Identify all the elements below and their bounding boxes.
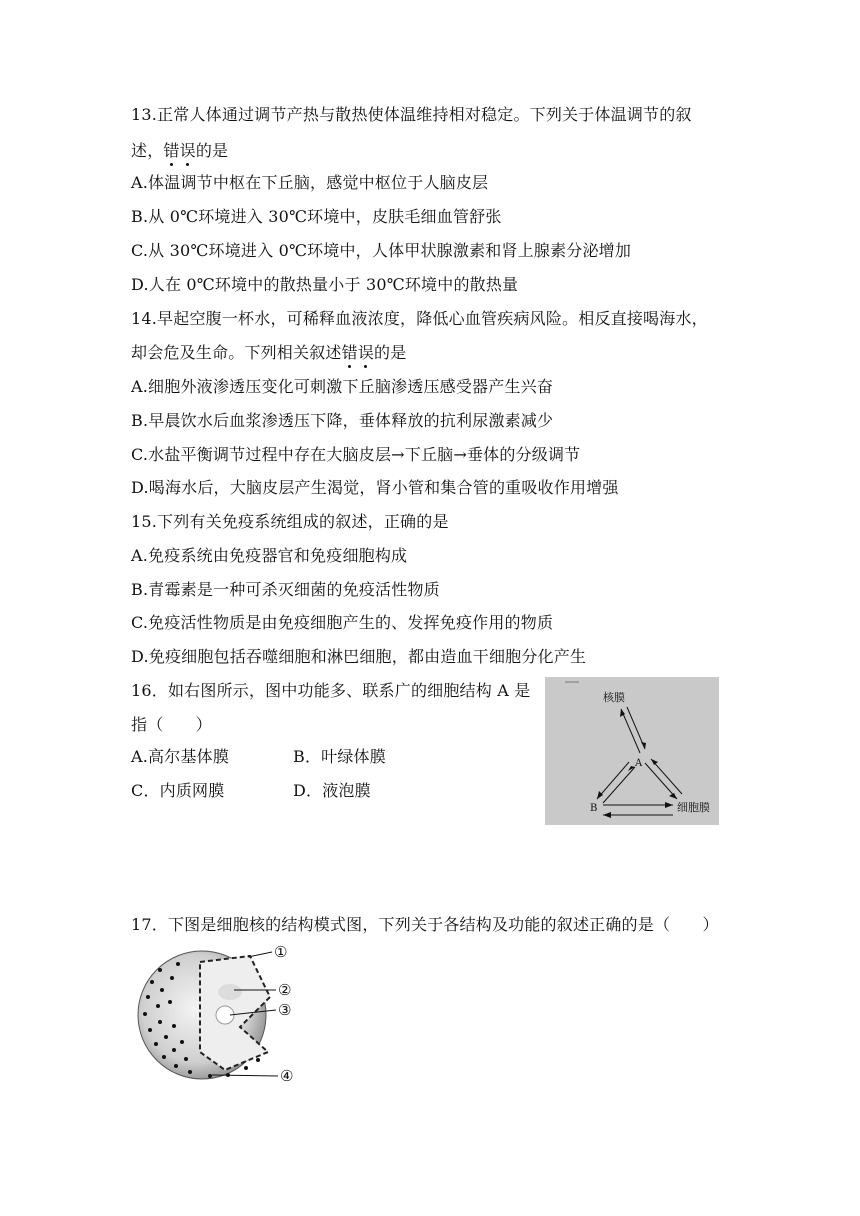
- q13-option-a: A.体温调节中枢在下丘脑，感觉中枢位于人脑皮层: [131, 173, 489, 192]
- q13-option-c: C.从 30℃环境进入 0℃环境中，人体甲状腺激素和肾上腺素分泌增加: [131, 241, 632, 260]
- q15-option-d: D.免疫细胞包括吞噬细胞和淋巴细胞，都由造血干细胞分化产生: [131, 647, 587, 666]
- q16-stem-line2: 指（ ）: [131, 715, 213, 734]
- q16-stem-line1: 16．如右图所示，图中功能多、联系广的细胞结构 A 是: [131, 681, 531, 700]
- chromatin: [218, 984, 242, 1000]
- q15-option-c: C.免疫活性物质是由免疫细胞产生的、发挥免疫作用的物质: [131, 613, 554, 632]
- q14-stem-line2: [131, 342, 406, 364]
- q17-stem: 17．下图是细胞核的结构模式图，下列关于各结构及功能的叙述正确的是（ ）: [131, 915, 719, 934]
- q15-stem: 15.下列有关免疫系统组成的叙述，正确的是: [131, 512, 449, 531]
- q13-option-b: B.从 0℃环境进入 30℃环境中，皮肤毛细血管舒张: [131, 207, 502, 226]
- label-cell-membrane: 细胞膜: [677, 801, 710, 814]
- label-4: ④: [280, 1067, 294, 1085]
- emphasis-char: 错: [341, 343, 358, 362]
- label-3: ③: [278, 1001, 292, 1019]
- q13-stem-line2: [131, 140, 228, 162]
- emphasis-char: 误: [357, 343, 375, 362]
- q14-stem-post: 的是: [374, 343, 407, 362]
- q16-option-d: D．液泡膜: [293, 781, 371, 800]
- q16-option-c: C．内质网膜: [131, 781, 225, 800]
- q15-option-a: A.免疫系统由免疫器官和免疫细胞构成: [131, 546, 408, 565]
- q14-option-c: C.水盐平衡调节过程中存在大脑皮层→下丘脑→垂体的分级调节: [131, 445, 581, 464]
- leader-1: [248, 952, 272, 957]
- emphasis-char: 错: [163, 141, 180, 160]
- q16-option-b: B．叶绿体膜: [293, 747, 386, 766]
- q14-stem-pre: 却会危及生命。下列相关叙述: [131, 343, 342, 362]
- emphasis-char: 误: [179, 141, 196, 160]
- nucleus-structure-diagram: [130, 942, 310, 1087]
- label-nuclear-membrane: 核膜: [603, 691, 625, 704]
- q16-options-row1: [131, 746, 531, 768]
- q16-option-a: A.高尔基体膜: [131, 747, 230, 766]
- q14-option-d: D.喝海水后，大脑皮层产生渴觉，肾小管和集合管的重吸收作用增强: [131, 478, 619, 497]
- q13-stem-line1: 13.正常人体通过调节产热与散热使体温维持相对稳定。下列关于体温调节的叙: [131, 105, 692, 124]
- q13-option-d: D.人在 0℃环境中的散热量小于 30℃环境中的散热量: [131, 275, 519, 294]
- label-b: B: [590, 803, 598, 814]
- q14-option-a: A.细胞外液渗透压变化可刺激下丘脑渗透压感受器产生兴奋: [131, 377, 554, 396]
- q14-stem-line1: 14.早起空腹一杯水，可稀释血液浓度，降低心血管疾病风险。相反直接喝海水，: [131, 309, 708, 328]
- q16-options-row2: [131, 780, 531, 802]
- q15-option-b: B.青霉素是一种可杀灭细菌的免疫活性物质: [131, 580, 440, 599]
- q13-stem-post: 的是: [195, 141, 229, 160]
- q13-stem-pre: 述，: [131, 141, 164, 160]
- q14-option-b: B.早晨饮水后血浆渗透压下降，垂体释放的抗利尿激素减少: [131, 411, 554, 430]
- membrane-relation-diagram: [545, 677, 719, 825]
- label-a: A: [635, 758, 643, 769]
- label-1: ①: [274, 943, 288, 961]
- label-2: ②: [278, 981, 292, 999]
